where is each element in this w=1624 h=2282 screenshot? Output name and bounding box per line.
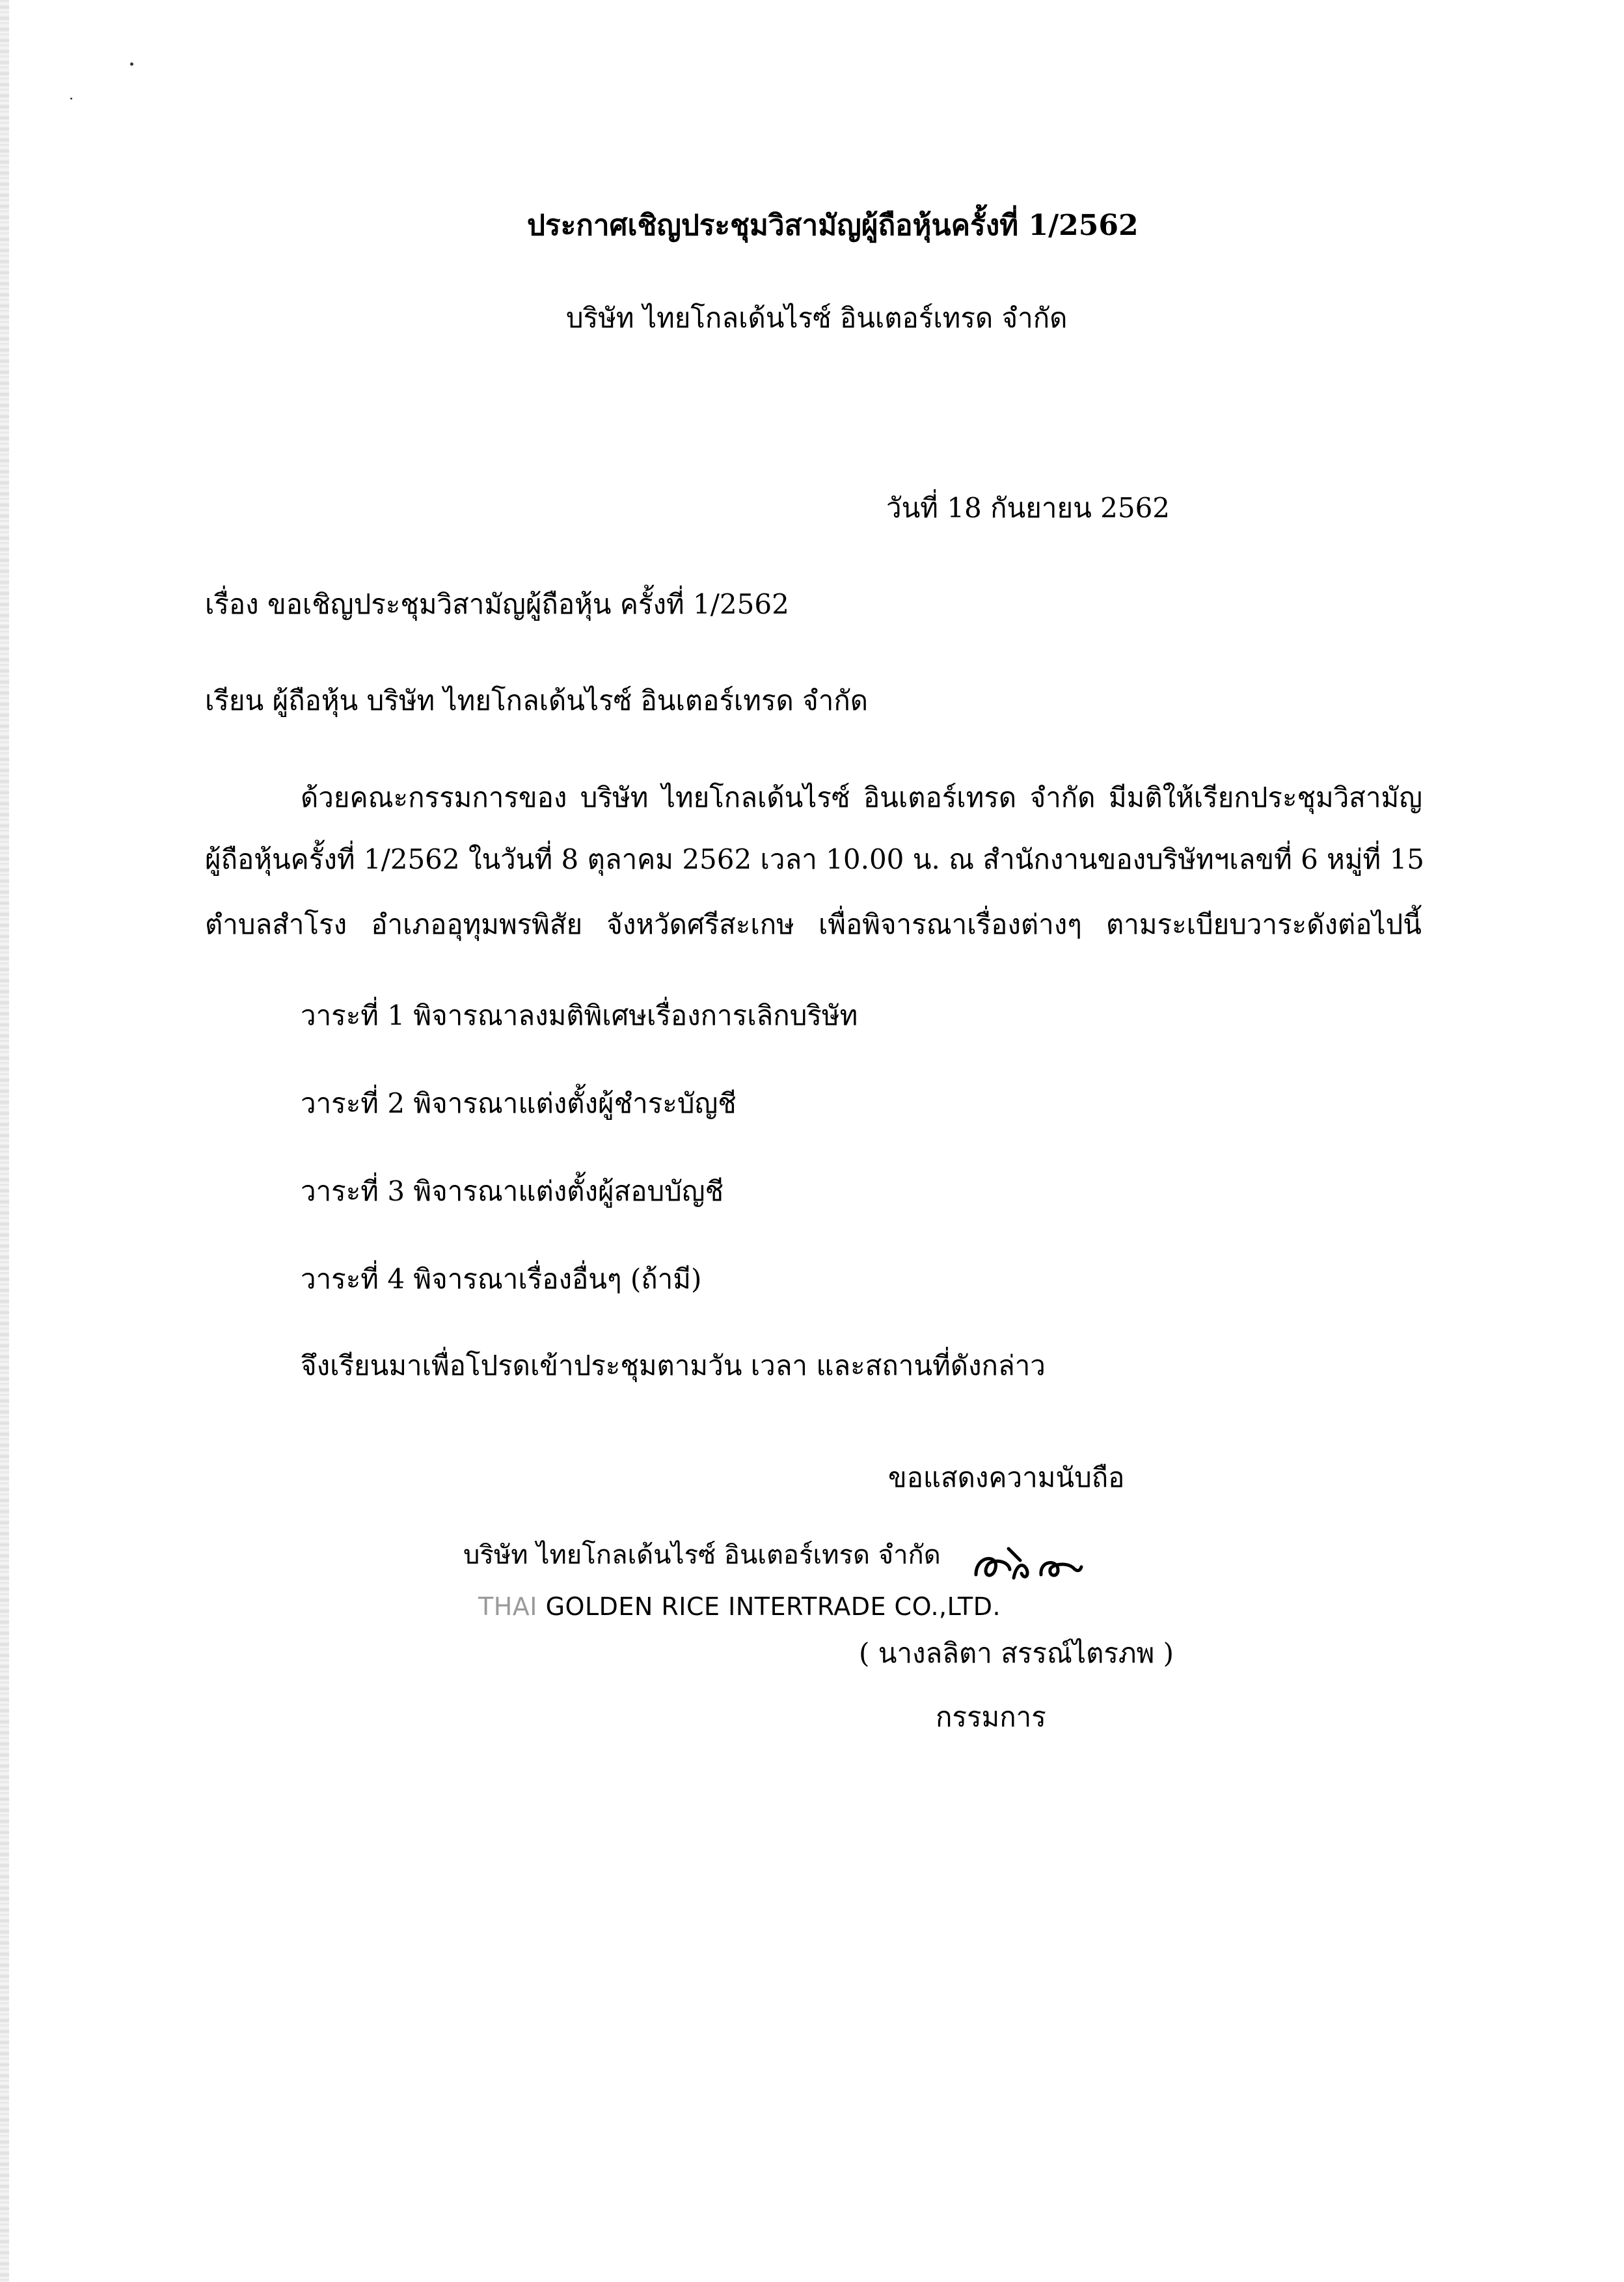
agenda-item-3: วาระที่ 3 พิจารณาแต่งตั้งผู้สอบบัญชี	[301, 1175, 724, 1207]
closing-line: จึงเรียนมาเพื่อโปรดเข้าประชุมตามวัน เวลา และสถานที่ดังกล่าว	[301, 1350, 1046, 1381]
company-stamp-english-faded: THAI	[478, 1592, 537, 1621]
agenda-item-1: วาระที่ 1 พิจารณาลงมติพิเศษเรื่องการเลิกบริษัท	[301, 999, 858, 1031]
body-line-2: ผู้ถือหุ้นครั้งที่ 1/2562 ในวันที่ 8 ตุลาคม 2562 เวลา 10.00 น. ณ สำนักงานของบริษัทฯเลขที่ 6 หมู่ที่ 15	[205, 843, 1425, 875]
scan-speck	[70, 98, 72, 100]
date-line: วันที่ 18 กันยายน 2562	[886, 492, 1171, 524]
company-stamp-thai: บริษัท ไทยโกลเด้นไรซ์ อินเตอร์เทรด จำกัด	[463, 1540, 941, 1570]
body-line-1: ด้วยคณะกรรมการของ บริษัท ไทยโกลเด้นไรซ์ อินเตอร์เทรด จำกัด มีมติให้เรียกประชุมวิสามัญ	[301, 781, 1422, 813]
company-stamp-english-text: GOLDEN RICE INTERTRADE CO.,LTD.	[545, 1592, 1001, 1621]
body-line-3: ตำบลสำโรง อำเภออุทุมพรพิสัย จังหวัดศรีสะเกษ เพื่อพิจารณาเรื่องต่างๆ ตามระเบียบวาระดังต่อไปนี้	[205, 908, 1422, 940]
handwritten-signature	[969, 1529, 1113, 1594]
signatory-name: ( นางลลิตา สรรณ์ไตรภพ )	[859, 1637, 1174, 1669]
agenda-item-2: วาระที่ 2 พิจารณาแต่งตั้งผู้ชำระบัญชี	[301, 1087, 737, 1119]
sign-off: ขอแสดงความนับถือ	[888, 1461, 1125, 1493]
scan-speck	[130, 62, 133, 66]
agenda-item-4: วาระที่ 4 พิจารณาเรื่องอื่นๆ (ถ้ามี)	[301, 1263, 702, 1295]
document-title: ประกาศเชิญประชุมวิสามัญผู้ถือหุ้นครั้งที่ 1/2562	[527, 209, 1139, 242]
addressee-line: เรียน ผู้ถือหุ้น บริษัท ไทยโกลเด้นไรซ์ อินเตอร์เทรด จำกัด	[205, 685, 869, 716]
subject-line: เรื่อง ขอเชิญประชุมวิสามัญผู้ถือหุ้น ครั้งที่ 1/2562	[205, 588, 789, 620]
scan-edge-artifact	[0, 0, 9, 2282]
company-header: บริษัท ไทยโกลเด้นไรซ์ อินเตอร์เทรด จำกัด	[566, 302, 1068, 334]
signatory-title: กรรมการ	[936, 1701, 1046, 1733]
company-stamp-english	[478, 1594, 1001, 1619]
